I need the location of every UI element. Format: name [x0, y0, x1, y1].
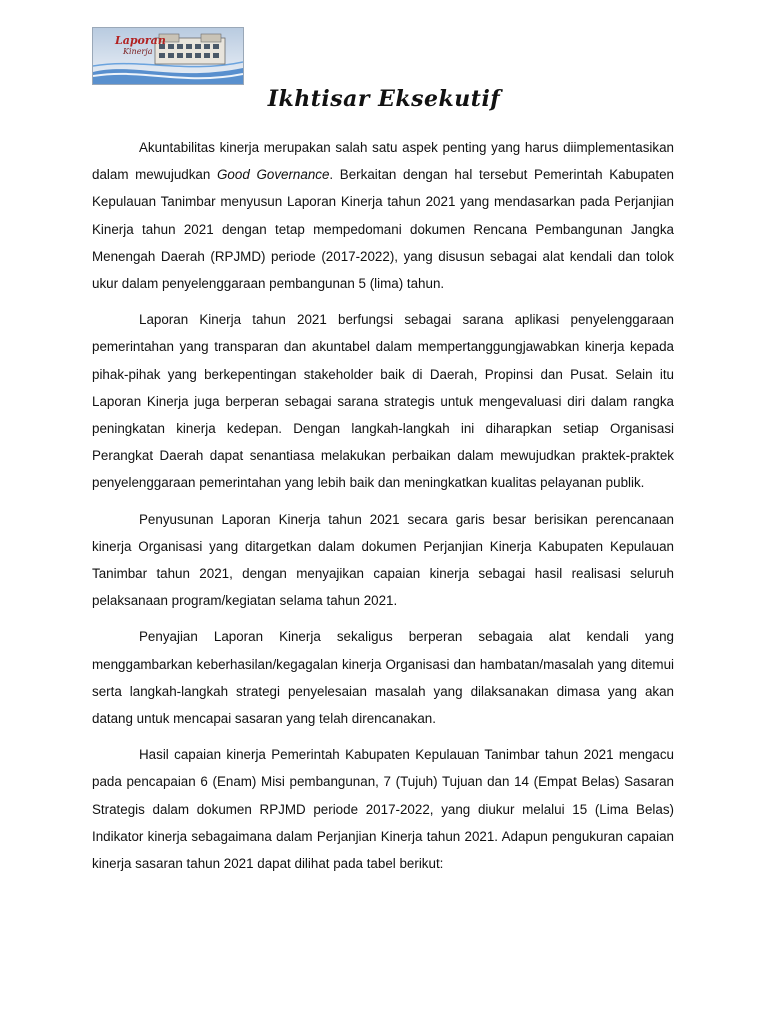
building-logo-icon [93, 28, 243, 84]
paragraph-3: Penyusunan Laporan Kinerja tahun 2021 secara garis besar berisikan perencanaan kinerja Organisasi yang ditargetkan dalam dokumen Perjanjian Kinerja Kabupaten Kepulauan Tanimbar tahun 2021, dengan menyajikan capaian kinerja sebagai hasil realisasi seluruh pelaksanaan program/kegiatan selama tahun 2021. [92, 511, 674, 609]
page-title: Ikhtisar Eksekutif [267, 86, 501, 112]
paragraph-4: Penyajian Laporan Kinerja sekaligus berperan sebagaia alat kendali yang menggambarkan keberhasilan/kegagalan kinerja Organisasi dan hambatan/masalah yang ditemui serta langkah-langkah strategi penyelesaian masalah yang dilaksanakan dimasa yang akan datang untuk mencapai sasaran yang telah direncanakan. [92, 629, 674, 727]
logo-text-kinerja: Kinerja [123, 47, 153, 56]
paragraph-5: Hasil capaian kinerja Pemerintah Kabupaten Kepulauan Tanimbar tahun 2021 mengacu pada pencapaian 6 (Enam) Misi pembangunan, 7 (Tujuh) Tujuan dan 14 (Empat Belas) Sasaran Strategis dalam dokumen RPJMD periode 2017-2022, yang diukur melalui 15 (Lima Belas) Indikator kinerja sebagaimana dalam Perjanjian Kinerja tahun 2021. Adapun pengukuran capaian kinerja sasaran tahun 2021 dapat dilihat pada tabel berikut: [92, 747, 674, 872]
paragraph-1-text-end: . Berkaitan dengan hal tersebut Pemerintah Kabupaten Kepulauan Tanimbar menyusun Laporan Kinerja tahun 2021 yang mendasarkan pada Perjanjian Kinerja tahun 2021 dengan tetap mempedomani dokumen Rencana Pembangunan Jangka Menengah Daerah (RPJMD) periode (2017-2022), yang disusun sebagai alat kendali dan tolok ukur dalam penyelenggaraan pembangunan 5 (lima) tahun. [92, 167, 674, 292]
laporan-kinerja-logo [92, 27, 244, 85]
logo-text-laporan: Laporan [115, 34, 166, 47]
paragraph-1 [92, 134, 674, 297]
paragraph-1-text-start: Akuntabilitas kinerja merupakan salah satu aspek penting yang harus diimplementasikan dalam mewujudkan [92, 140, 674, 183]
document-body [92, 134, 674, 886]
paragraph-2: Laporan Kinerja tahun 2021 berfungsi sebagai sarana aplikasi penyelenggaraan pemerintahan yang transparan dan akuntabel dalam mempertanggungjawabkan kinerja kepada pihak-pihak yang berkepentingan stakeholder baik di Daerah, Propinsi dan Pusat. Selain itu Laporan Kinerja juga berperan sebagai sarana strategis untuk mengevaluasi diri dalam rangka peningkatan kinerja kedepan. Dengan langkah-langkah ini diharapkan setiap Organisasi Perangkat Daerah dapat senantiasa melakukan perbaikan dalam mewujudkan praktek-praktek penyelenggaraan pemerintahan yang lebih baik dan meningkatkan kualitas pelayanan publik. [92, 312, 674, 491]
paragraph-1-emphasis: Good Governance [217, 167, 330, 183]
